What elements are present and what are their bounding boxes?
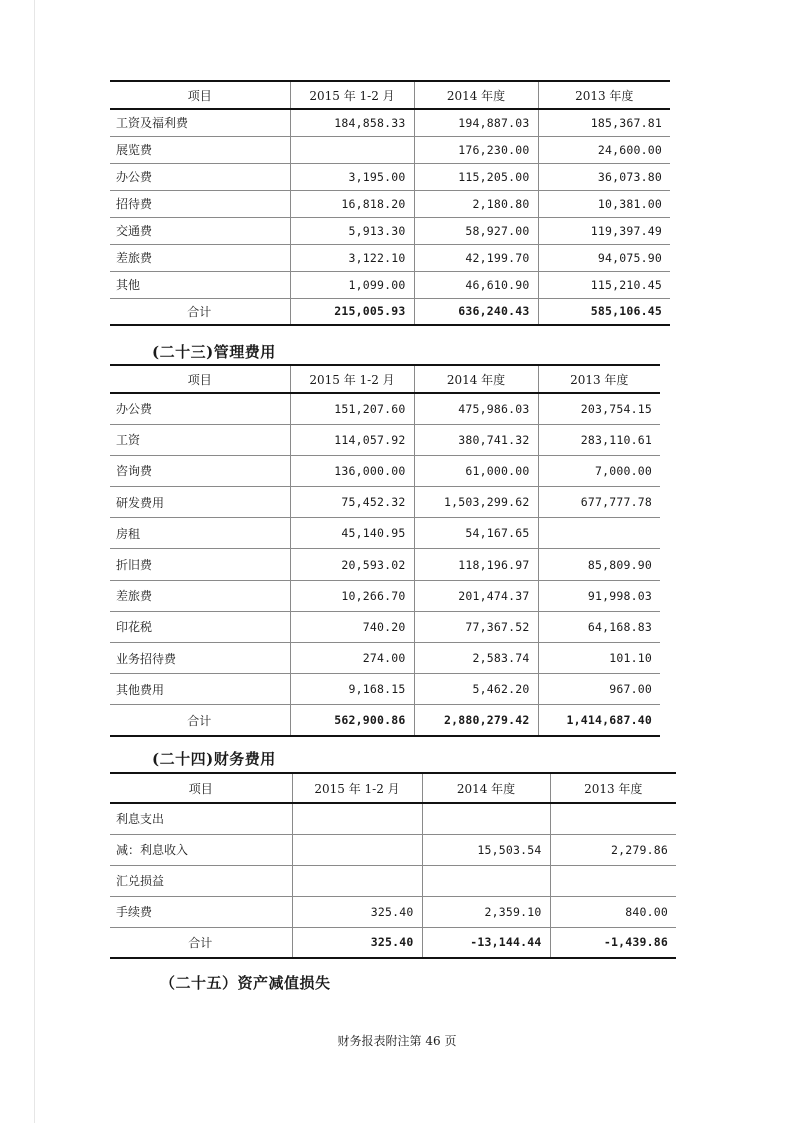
row-label: 折旧费 [110, 549, 290, 580]
cell-v2013: 101.10 [538, 643, 660, 674]
cell-v2014 [422, 803, 550, 834]
cell-v2013: 203,754.15 [538, 393, 660, 424]
table-row [110, 487, 660, 518]
cell-v2014: 15,503.54 [422, 834, 550, 865]
total-v2014: 2,880,279.42 [414, 705, 538, 736]
cell-v2015: 75,452.32 [290, 487, 414, 518]
total-row [110, 927, 676, 958]
row-label: 利息支出 [110, 803, 292, 834]
cell-v2015: 20,593.02 [290, 549, 414, 580]
cell-v2013 [550, 865, 676, 896]
column-header-2015: 2015 年 1-2 月 [290, 365, 414, 393]
cell-v2015: 184,858.33 [290, 109, 414, 136]
cell-v2013: 91,998.03 [538, 580, 660, 611]
row-label: 工资 [110, 424, 290, 455]
cell-v2013: 677,777.78 [538, 487, 660, 518]
table-row [110, 136, 670, 163]
cell-v2014: 176,230.00 [414, 136, 538, 163]
column-header-2013: 2013 年度 [550, 773, 676, 803]
cell-v2014: 194,887.03 [414, 109, 538, 136]
table-row [110, 244, 670, 271]
cell-v2015 [292, 803, 422, 834]
row-label: 交通费 [110, 217, 290, 244]
cell-v2014: 115,205.00 [414, 163, 538, 190]
table-row [110, 190, 670, 217]
cell-v2015: 16,818.20 [290, 190, 414, 217]
cell-v2014: 2,180.80 [414, 190, 538, 217]
cell-v2015 [292, 865, 422, 896]
column-header-2013: 2013 年度 [538, 81, 670, 109]
total-v2014: -13,144.44 [422, 927, 550, 958]
cell-v2014: 54,167.65 [414, 518, 538, 549]
cell-v2013: 283,110.61 [538, 424, 660, 455]
total-row [110, 298, 670, 325]
row-label: 差旅费 [110, 580, 290, 611]
table-row [110, 834, 676, 865]
column-header-2014: 2014 年度 [414, 365, 538, 393]
table-row [110, 271, 670, 298]
cell-v2015: 9,168.15 [290, 674, 414, 705]
cell-v2014: 1,503,299.62 [414, 487, 538, 518]
total-row [110, 705, 660, 736]
row-label: 印花税 [110, 611, 290, 642]
cell-v2013: 185,367.81 [538, 109, 670, 136]
cell-v2014: 61,000.00 [414, 455, 538, 486]
cell-v2014 [422, 865, 550, 896]
finance-expenses-heading: (二十四)财务费用 [152, 750, 276, 768]
total-label: 合计 [110, 927, 292, 958]
cell-v2013: 10,381.00 [538, 190, 670, 217]
row-label: 工资及福利费 [110, 109, 290, 136]
cell-v2014: 77,367.52 [414, 611, 538, 642]
cell-v2014: 118,196.97 [414, 549, 538, 580]
finance-expenses-table [110, 772, 676, 959]
cell-v2015: 274.00 [290, 643, 414, 674]
table-row [110, 865, 676, 896]
cell-v2013: 840.00 [550, 896, 676, 927]
cell-v2013: 94,075.90 [538, 244, 670, 271]
cell-v2013: 85,809.90 [538, 549, 660, 580]
row-label: 减：利息收入 [110, 834, 292, 865]
table-row [110, 549, 660, 580]
table-row [110, 109, 670, 136]
table-row [110, 518, 660, 549]
total-v2015: 562,900.86 [290, 705, 414, 736]
row-label: 房租 [110, 518, 290, 549]
table-row [110, 393, 660, 424]
cell-v2014: 46,610.90 [414, 271, 538, 298]
cell-v2015: 45,140.95 [290, 518, 414, 549]
scan-edge-line [34, 0, 35, 1123]
total-v2015: 325.40 [292, 927, 422, 958]
cell-v2013: 64,168.83 [538, 611, 660, 642]
cell-v2013: 115,210.45 [538, 271, 670, 298]
total-label: 合计 [110, 298, 290, 325]
cell-v2013: 2,279.86 [550, 834, 676, 865]
row-label: 差旅费 [110, 244, 290, 271]
row-label: 其他 [110, 271, 290, 298]
table-row [110, 611, 660, 642]
total-label: 合计 [110, 705, 290, 736]
admin-expenses-table [110, 364, 660, 737]
table-row [110, 163, 670, 190]
table-row [110, 455, 660, 486]
cell-v2013 [550, 803, 676, 834]
cell-v2015: 5,913.30 [290, 217, 414, 244]
cell-v2014: 201,474.37 [414, 580, 538, 611]
cell-v2013: 119,397.49 [538, 217, 670, 244]
cell-v2013 [538, 518, 660, 549]
cell-v2015: 151,207.60 [290, 393, 414, 424]
cell-v2013: 7,000.00 [538, 455, 660, 486]
table-row [110, 580, 660, 611]
table-row [110, 674, 660, 705]
total-v2013: 1,414,687.40 [538, 705, 660, 736]
cell-v2014: 58,927.00 [414, 217, 538, 244]
table-row [110, 896, 676, 927]
row-label: 咨询费 [110, 455, 290, 486]
column-header-2014: 2014 年度 [414, 81, 538, 109]
cell-v2015: 1,099.00 [290, 271, 414, 298]
row-label: 办公费 [110, 163, 290, 190]
table-row [110, 803, 676, 834]
total-v2013: -1,439.86 [550, 927, 676, 958]
row-label: 业务招待费 [110, 643, 290, 674]
table-row [110, 424, 660, 455]
cell-v2014: 475,986.03 [414, 393, 538, 424]
cell-v2014: 2,583.74 [414, 643, 538, 674]
column-header-item: 项目 [110, 365, 290, 393]
asset-impairment-heading: （二十五）资产减值损失 [160, 974, 331, 992]
admin-expenses-heading: (二十三)管理费用 [152, 343, 276, 361]
cell-v2015: 136,000.00 [290, 455, 414, 486]
page-footer: 财务报表附注第 46 页 [337, 1034, 457, 1048]
column-header-item: 项目 [110, 773, 292, 803]
cell-v2014: 5,462.20 [414, 674, 538, 705]
cell-v2015: 3,195.00 [290, 163, 414, 190]
cell-v2013: 967.00 [538, 674, 660, 705]
cell-v2015: 114,057.92 [290, 424, 414, 455]
cell-v2013: 36,073.80 [538, 163, 670, 190]
table-row [110, 217, 670, 244]
table-header-row [110, 773, 676, 803]
row-label: 其他费用 [110, 674, 290, 705]
column-header-2014: 2014 年度 [422, 773, 550, 803]
total-v2014: 636,240.43 [414, 298, 538, 325]
cell-v2015: 740.20 [290, 611, 414, 642]
cell-v2014: 2,359.10 [422, 896, 550, 927]
column-header-item: 项目 [110, 81, 290, 109]
column-header-2013: 2013 年度 [538, 365, 660, 393]
table-header-row [110, 365, 660, 393]
cell-v2015: 10,266.70 [290, 580, 414, 611]
cell-v2015 [290, 136, 414, 163]
row-label: 办公费 [110, 393, 290, 424]
cell-v2014: 42,199.70 [414, 244, 538, 271]
cell-v2015: 3,122.10 [290, 244, 414, 271]
row-label: 展览费 [110, 136, 290, 163]
cell-v2015 [292, 834, 422, 865]
row-label: 招待费 [110, 190, 290, 217]
cell-v2014: 380,741.32 [414, 424, 538, 455]
table-row [110, 643, 660, 674]
column-header-2015: 2015 年 1-2 月 [290, 81, 414, 109]
row-label: 汇兑损益 [110, 865, 292, 896]
cell-v2013: 24,600.00 [538, 136, 670, 163]
table-header-row [110, 81, 670, 109]
total-v2015: 215,005.93 [290, 298, 414, 325]
total-v2013: 585,106.45 [538, 298, 670, 325]
row-label: 研发费用 [110, 487, 290, 518]
cell-v2015: 325.40 [292, 896, 422, 927]
column-header-2015: 2015 年 1-2 月 [292, 773, 422, 803]
row-label: 手续费 [110, 896, 292, 927]
selling-expenses-table [110, 80, 670, 326]
